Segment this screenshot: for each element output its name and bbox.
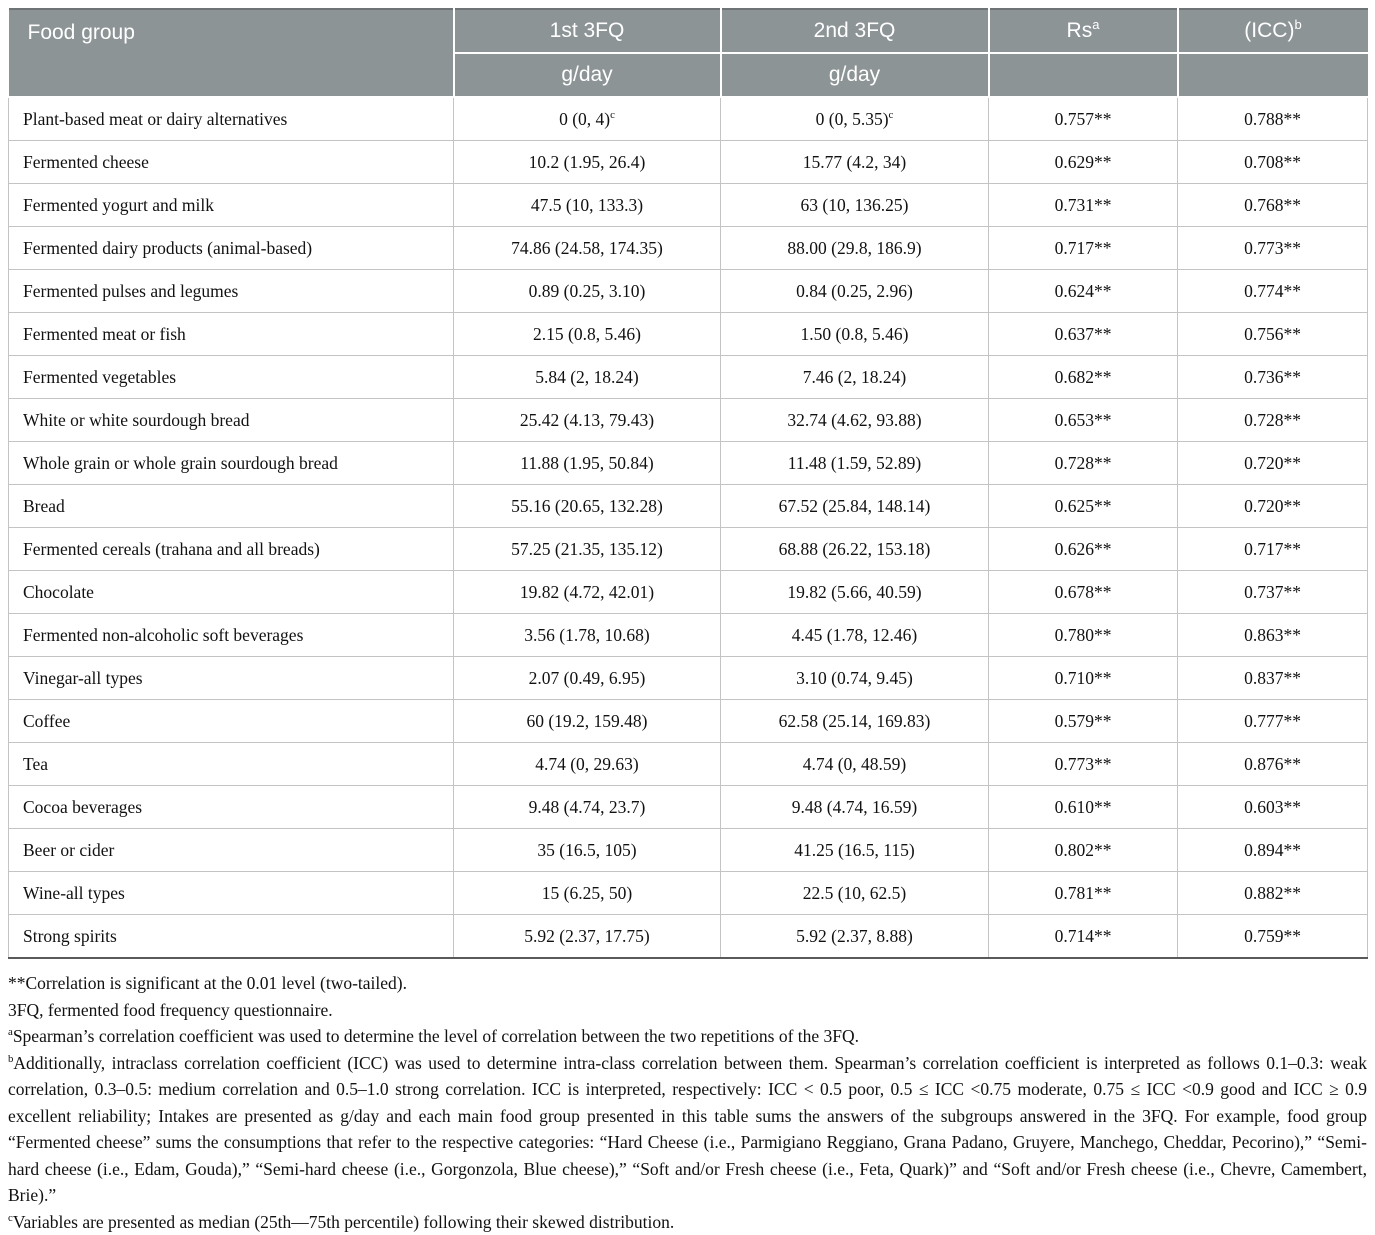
food-group-cell: [9, 399, 454, 442]
rs-value-cell-text: 0.653**: [1055, 410, 1112, 430]
icc-value-cell-text: 0.894**: [1244, 840, 1301, 860]
fq1-value-cell-text: 15 (6.25, 50): [542, 883, 632, 903]
footnote-text: Additionally, intraclass correlation coefficient (ICC) was used to determine intra-class correlation between them. Spearman’s correlation coefficient is interpreted as follows 0.1–0.3: weak correlation, 0.3–0.5: medium correlation and 0.5–1.0 strong correlation. ICC is interpreted, respectively: ICC < 0.5 poor, 0.5 ≤ ICC <0.75 moderate, 0.75 ≤ ICC <0.9 good and ICC ≥ 0.9 excellent reliability; Intakes are presented as g/day and each main food group presented in this table sums the answers of the subgroups answered in the 3FQ. For example, food group “Fermented cheese” sums the consumptions that refer to the respective categories: “Hard Cheese (i.e., Parmigiano Reggiano, Grana Padano, Gruyere, Manchego, Cheddar, Pecorino),” “Semi-hard cheese (i.e., Edam, Gouda),” “Semi-hard cheese (i.e., Gorgonzola, Blue cheese),” “Soft and/or Fresh cheese (i.e., Feta, Quark)” and “Soft and/or Fresh cheese (i.e., Chevre, Camembert, Brie).”: [8, 1053, 1367, 1206]
fq1-value-cell-text: 10.2 (1.95, 26.4): [529, 152, 646, 172]
icc-value-cell-text: 0.737**: [1244, 582, 1301, 602]
food-group-cell-text: Strong spirits: [23, 926, 117, 946]
food-group-cell: [9, 700, 454, 743]
footnote: [8, 1023, 1367, 1050]
fq1-value-cell: [454, 141, 721, 184]
fq2-value-cell-text: 19.82 (5.66, 40.59): [787, 582, 921, 602]
food-group-cell-text: Tea: [23, 754, 48, 774]
icc-value-cell-text: 0.728**: [1244, 410, 1301, 430]
footnote-text: Correlation is significant at the 0.01 level (two-tailed).: [26, 973, 408, 993]
food-group-cell: [9, 227, 454, 270]
fq1-value-cell: [454, 270, 721, 313]
food-group-cell-text: White or white sourdough bread: [23, 410, 249, 430]
icc-value-cell: [1178, 356, 1368, 399]
fq2-value-cell-text: 68.88 (26.22, 153.18): [779, 539, 931, 559]
icc-value-cell: [1178, 227, 1368, 270]
fq2-value-cell: [721, 97, 989, 141]
fq2-value-cell: [721, 399, 989, 442]
icc-value-cell: [1178, 915, 1368, 959]
fq2-value-cell: [721, 571, 989, 614]
rs-value-cell: [989, 786, 1178, 829]
food-group-cell: [9, 915, 454, 959]
fq1-value-cell-text: 5.92 (2.37, 17.75): [524, 926, 649, 946]
fq2-value-cell: [721, 700, 989, 743]
food-group-cell-text: Fermented non-alcoholic soft beverages: [23, 625, 303, 645]
fq1-value-cell: [454, 700, 721, 743]
fq2-value-cell-text: 5.92 (2.37, 8.88): [796, 926, 913, 946]
food-group-cell: [9, 872, 454, 915]
footnote: [8, 970, 1367, 997]
food-group-cell-text: Fermented cereals (trahana and all breads): [23, 539, 320, 559]
rs-value-cell: [989, 915, 1178, 959]
fq1-value-cell-text: 2.07 (0.49, 6.95): [529, 668, 646, 688]
fq2-value-cell-text: 22.5 (10, 62.5): [803, 883, 907, 903]
rs-value-cell: [989, 184, 1178, 227]
table-row: [9, 399, 1368, 442]
icc-value-cell: [1178, 485, 1368, 528]
table-row: [9, 356, 1368, 399]
food-group-cell: [9, 97, 454, 141]
rs-value-cell: [989, 872, 1178, 915]
icc-value-cell: [1178, 442, 1368, 485]
fq2-value-cell-text: 4.74 (0, 48.59): [803, 754, 907, 774]
fq2-value-cell-text: 0.84 (0.25, 2.96): [796, 281, 913, 301]
footnote-marker: c: [8, 1212, 13, 1224]
rs-value-cell-text: 0.728**: [1055, 453, 1112, 473]
fq1-value-cell-text: 25.42 (4.13, 79.43): [520, 410, 654, 430]
header-icc-superscript: b: [1294, 17, 1301, 32]
fq2-value-cell: [721, 485, 989, 528]
header-rs: [989, 9, 1178, 53]
fq2-value-cell: [721, 270, 989, 313]
header-unit-2nd: [721, 53, 989, 97]
table-row: [9, 657, 1368, 700]
icc-value-cell-text: 0.768**: [1244, 195, 1301, 215]
fq2-value-cell: [721, 442, 989, 485]
fq1-value-cell: [454, 399, 721, 442]
icc-value-cell: [1178, 528, 1368, 571]
fq1-value-cell-text: 35 (16.5, 105): [537, 840, 636, 860]
rs-value-cell: [989, 657, 1178, 700]
fq1-value-cell-text: 0.89 (0.25, 3.10): [529, 281, 646, 301]
table-row: [9, 313, 1368, 356]
icc-value-cell: [1178, 743, 1368, 786]
icc-value-cell-text: 0.708**: [1244, 152, 1301, 172]
rs-value-cell-text: 0.624**: [1055, 281, 1112, 301]
food-group-cell: [9, 270, 454, 313]
fq2-value-cell: [721, 829, 989, 872]
food-group-cell-text: Plant-based meat or dairy alternatives: [23, 109, 287, 129]
fq2-value-cell-text: 41.25 (16.5, 115): [794, 840, 914, 860]
header-unit-1st-label: g/day: [561, 63, 612, 86]
table-row: [9, 270, 1368, 313]
fq1-value-cell: [454, 184, 721, 227]
footnote: [8, 1050, 1367, 1209]
fq2-value-cell-text: 67.52 (25.84, 148.14): [779, 496, 931, 516]
food-group-cell: [9, 743, 454, 786]
footnote: [8, 997, 1367, 1024]
icc-value-cell: [1178, 657, 1368, 700]
rs-value-cell: [989, 399, 1178, 442]
food-group-cell-text: Cocoa beverages: [23, 797, 142, 817]
rs-value-cell: [989, 356, 1178, 399]
food-group-cell-text: Fermented dairy products (animal-based): [23, 238, 312, 258]
fq2-value-cell-superscript: c: [889, 109, 894, 121]
table-row: [9, 872, 1368, 915]
fq1-value-cell-text: 60 (19.2, 159.48): [526, 711, 647, 731]
rs-value-cell-text: 0.757**: [1055, 109, 1112, 129]
table-row: [9, 614, 1368, 657]
icc-value-cell: [1178, 97, 1368, 141]
fq1-value-cell: [454, 313, 721, 356]
icc-value-cell: [1178, 313, 1368, 356]
fq1-value-cell: [454, 786, 721, 829]
fq1-value-cell-text: 5.84 (2, 18.24): [535, 367, 639, 387]
food-group-cell-text: Chocolate: [23, 582, 94, 602]
fq1-value-cell-text: 3.56 (1.78, 10.68): [524, 625, 649, 645]
fq2-value-cell-text: 32.74 (4.62, 93.88): [787, 410, 921, 430]
rs-value-cell-text: 0.579**: [1055, 711, 1112, 731]
header-2nd-3fq: [721, 9, 989, 53]
header-unit-2nd-label: g/day: [829, 63, 880, 86]
fq2-value-cell-text: 11.48 (1.59, 52.89): [788, 453, 922, 473]
icc-value-cell-text: 0.876**: [1244, 754, 1301, 774]
rs-value-cell-text: 0.717**: [1055, 238, 1112, 258]
footnote-text: 3FQ, fermented food frequency questionnaire.: [8, 1000, 333, 1020]
icc-value-cell-text: 0.774**: [1244, 281, 1301, 301]
fq2-value-cell-text: 7.46 (2, 18.24): [803, 367, 907, 387]
fq2-value-cell: [721, 786, 989, 829]
food-group-cell-text: Beer or cider: [23, 840, 114, 860]
rs-value-cell-text: 0.780**: [1055, 625, 1112, 645]
rs-value-cell-text: 0.610**: [1055, 797, 1112, 817]
icc-value-cell-text: 0.736**: [1244, 367, 1301, 387]
rs-value-cell: [989, 313, 1178, 356]
food-group-cell: [9, 184, 454, 227]
rs-value-cell-text: 0.714**: [1055, 926, 1112, 946]
rs-value-cell: [989, 571, 1178, 614]
footnote-marker: a: [8, 1026, 13, 1038]
fq1-value-cell-text: 57.25 (21.35, 135.12): [511, 539, 663, 559]
table-row: [9, 743, 1368, 786]
fq1-value-cell: [454, 829, 721, 872]
food-group-cell: [9, 313, 454, 356]
icc-value-cell: [1178, 571, 1368, 614]
rs-value-cell-text: 0.781**: [1055, 883, 1112, 903]
table-row: [9, 184, 1368, 227]
food-group-cell: [9, 485, 454, 528]
fq2-value-cell: [721, 614, 989, 657]
food-group-cell-text: Fermented meat or fish: [23, 324, 186, 344]
rs-value-cell: [989, 743, 1178, 786]
food-group-cell-text: Fermented vegetables: [23, 367, 176, 387]
fq1-value-cell: [454, 356, 721, 399]
rs-value-cell: [989, 270, 1178, 313]
header-row-main: [9, 9, 1368, 53]
header-unit-rs-empty: [989, 53, 1178, 97]
food-group-cell-text: Whole grain or whole grain sourdough bread: [23, 453, 338, 473]
icc-value-cell-text: 0.717**: [1244, 539, 1301, 559]
rs-value-cell-text: 0.678**: [1055, 582, 1112, 602]
fq1-value-cell-superscript: c: [610, 109, 615, 121]
fq1-value-cell: [454, 442, 721, 485]
header-2nd-3fq-label: 2nd 3FQ: [814, 19, 896, 42]
icc-value-cell-text: 0.777**: [1244, 711, 1301, 731]
icc-value-cell-text: 0.756**: [1244, 324, 1301, 344]
rs-value-cell-text: 0.626**: [1055, 539, 1112, 559]
rs-value-cell-text: 0.802**: [1055, 840, 1112, 860]
fq2-value-cell: [721, 227, 989, 270]
fq1-value-cell: [454, 528, 721, 571]
footnote-text: Variables are presented as median (25th—75th percentile) following their skewed distribution.: [13, 1212, 674, 1232]
fq1-value-cell: [454, 743, 721, 786]
header-unit-icc-empty: [1178, 53, 1368, 97]
fq2-value-cell-text: 63 (10, 136.25): [801, 195, 909, 215]
fq2-value-cell-text: 15.77 (4.2, 34): [803, 152, 907, 172]
footnotes: [8, 959, 1367, 1235]
fq1-value-cell: [454, 571, 721, 614]
rs-value-cell: [989, 227, 1178, 270]
icc-value-cell: [1178, 141, 1368, 184]
fq2-value-cell-text: 0 (0, 5.35): [816, 109, 889, 129]
footnote-marker: b: [8, 1053, 13, 1065]
table-row: [9, 485, 1368, 528]
fq1-value-cell-text: 74.86 (24.58, 174.35): [511, 238, 663, 258]
fq2-value-cell-text: 9.48 (4.74, 16.59): [792, 797, 917, 817]
food-group-cell-text: Fermented pulses and legumes: [23, 281, 238, 301]
fq2-value-cell: [721, 356, 989, 399]
table-row: [9, 700, 1368, 743]
fq1-value-cell: [454, 97, 721, 141]
icc-value-cell-text: 0.759**: [1244, 926, 1301, 946]
footnote-prefix: **: [8, 973, 26, 993]
fq1-value-cell-text: 55.16 (20.65, 132.28): [511, 496, 663, 516]
fq2-value-cell: [721, 313, 989, 356]
rs-value-cell-text: 0.682**: [1055, 367, 1112, 387]
icc-value-cell-text: 0.882**: [1244, 883, 1301, 903]
header-icc: [1178, 9, 1368, 53]
header-1st-3fq: [454, 9, 721, 53]
food-group-cell-text: Bread: [23, 496, 65, 516]
fq2-value-cell: [721, 915, 989, 959]
fq1-value-cell: [454, 614, 721, 657]
food-group-cell-text: Fermented cheese: [23, 152, 149, 172]
table-body: [9, 97, 1368, 958]
fq2-value-cell: [721, 872, 989, 915]
icc-value-cell-text: 0.863**: [1244, 625, 1301, 645]
icc-value-cell-text: 0.773**: [1244, 238, 1301, 258]
fq2-value-cell-text: 88.00 (29.8, 186.9): [787, 238, 921, 258]
icc-value-cell: [1178, 614, 1368, 657]
fq1-value-cell-text: 4.74 (0, 29.63): [535, 754, 639, 774]
header-food-group-label: Food group: [28, 21, 135, 44]
table-row: [9, 528, 1368, 571]
rs-value-cell: [989, 97, 1178, 141]
rs-value-cell-text: 0.637**: [1055, 324, 1112, 344]
table-row: [9, 141, 1368, 184]
fq2-value-cell: [721, 184, 989, 227]
rs-value-cell: [989, 614, 1178, 657]
header-food-group: [9, 9, 454, 97]
rs-value-cell: [989, 528, 1178, 571]
food-group-cell: [9, 528, 454, 571]
fq2-value-cell: [721, 743, 989, 786]
fq1-value-cell-text: 11.88 (1.95, 50.84): [520, 453, 654, 473]
icc-value-cell: [1178, 184, 1368, 227]
fq1-value-cell: [454, 227, 721, 270]
rs-value-cell-text: 0.773**: [1055, 754, 1112, 774]
fq2-value-cell: [721, 141, 989, 184]
icc-value-cell: [1178, 270, 1368, 313]
fq2-value-cell: [721, 528, 989, 571]
food-group-cell: [9, 571, 454, 614]
food-group-cell: [9, 614, 454, 657]
header-1st-3fq-label: 1st 3FQ: [550, 19, 625, 42]
food-group-cell-text: Vinegar-all types: [23, 668, 143, 688]
icc-value-cell: [1178, 872, 1368, 915]
fq1-value-cell: [454, 915, 721, 959]
food-group-cell-text: Coffee: [23, 711, 70, 731]
fq1-value-cell-text: 0 (0, 4): [559, 109, 610, 129]
icc-value-cell-text: 0.788**: [1244, 109, 1301, 129]
fq1-value-cell-text: 2.15 (0.8, 5.46): [533, 324, 641, 344]
table-header: [9, 9, 1368, 97]
table-row: [9, 97, 1368, 141]
food-group-cell: [9, 657, 454, 700]
icc-value-cell-text: 0.720**: [1244, 453, 1301, 473]
rs-value-cell: [989, 141, 1178, 184]
footnote-text: Spearman’s correlation coefficient was used to determine the level of correlation between the two repetitions of the 3FQ.: [13, 1026, 859, 1046]
rs-value-cell-text: 0.629**: [1055, 152, 1112, 172]
icc-value-cell: [1178, 829, 1368, 872]
food-group-cell: [9, 141, 454, 184]
table-row: [9, 227, 1368, 270]
food-group-cell: [9, 442, 454, 485]
icc-value-cell-text: 0.837**: [1244, 668, 1301, 688]
food-frequency-reliability-table: [8, 8, 1368, 959]
food-group-cell: [9, 356, 454, 399]
fq2-value-cell-text: 3.10 (0.74, 9.45): [796, 668, 913, 688]
fq2-value-cell: [721, 657, 989, 700]
header-rs-superscript: a: [1092, 17, 1099, 32]
rs-value-cell: [989, 829, 1178, 872]
fq2-value-cell-text: 4.45 (1.78, 12.46): [792, 625, 917, 645]
table-row: [9, 915, 1368, 959]
icc-value-cell-text: 0.603**: [1244, 797, 1301, 817]
fq1-value-cell: [454, 485, 721, 528]
table-row: [9, 571, 1368, 614]
icc-value-cell: [1178, 700, 1368, 743]
icc-value-cell: [1178, 786, 1368, 829]
rs-value-cell: [989, 700, 1178, 743]
table-row: [9, 829, 1368, 872]
fq2-value-cell-text: 1.50 (0.8, 5.46): [801, 324, 909, 344]
table-row: [9, 442, 1368, 485]
table-row: [9, 786, 1368, 829]
food-group-cell-text: Fermented yogurt and milk: [23, 195, 214, 215]
fq1-value-cell-text: 47.5 (10, 133.3): [531, 195, 643, 215]
fq2-value-cell-text: 62.58 (25.14, 169.83): [779, 711, 931, 731]
icc-value-cell-text: 0.720**: [1244, 496, 1301, 516]
rs-value-cell-text: 0.731**: [1055, 195, 1112, 215]
food-group-cell-text: Wine-all types: [23, 883, 125, 903]
rs-value-cell-text: 0.710**: [1055, 668, 1112, 688]
rs-value-cell-text: 0.625**: [1055, 496, 1112, 516]
fq1-value-cell-text: 9.48 (4.74, 23.7): [529, 797, 646, 817]
rs-value-cell: [989, 485, 1178, 528]
header-icc-label: (ICC): [1244, 19, 1294, 42]
footnote: [8, 1209, 1367, 1235]
header-unit-1st: [454, 53, 721, 97]
icc-value-cell: [1178, 399, 1368, 442]
rs-value-cell: [989, 442, 1178, 485]
fq1-value-cell: [454, 657, 721, 700]
fq1-value-cell-text: 19.82 (4.72, 42.01): [520, 582, 654, 602]
food-group-cell: [9, 829, 454, 872]
fq1-value-cell: [454, 872, 721, 915]
header-rs-label: Rs: [1067, 19, 1093, 42]
food-group-cell: [9, 786, 454, 829]
